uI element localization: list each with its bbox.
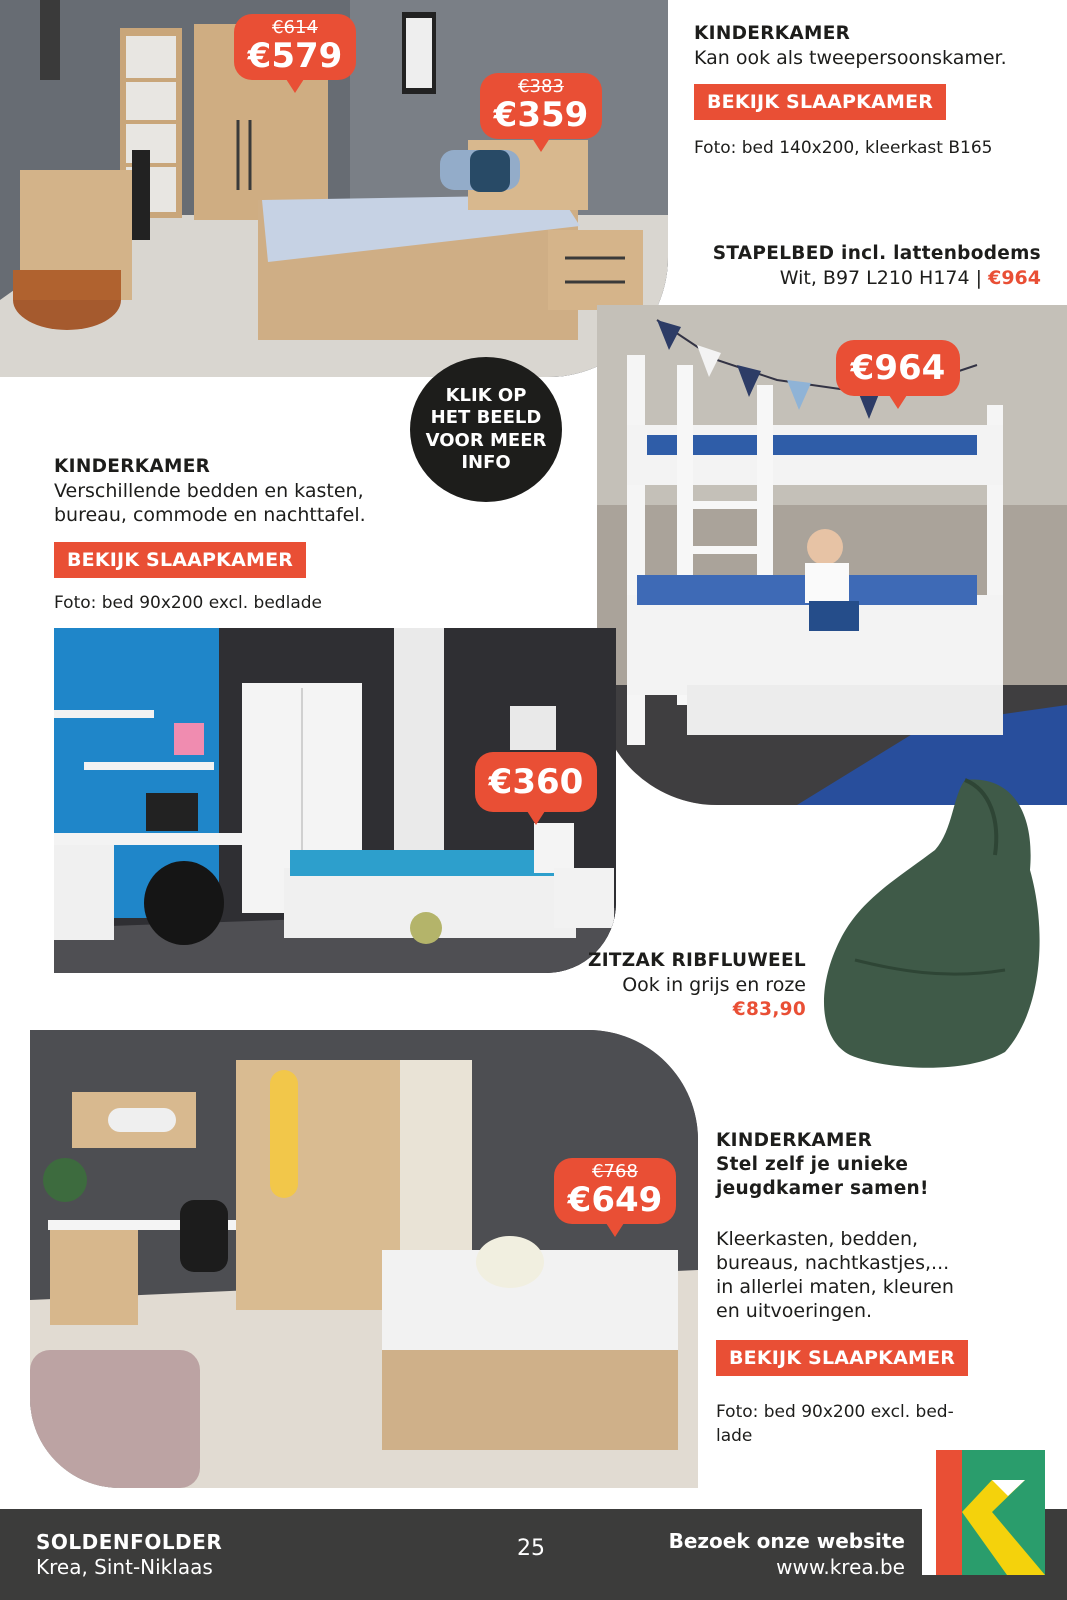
bunkbed-specs: Wit, B97 L210 H174 [779, 267, 970, 289]
beanbag-subtitle: Ook in grijs en roze [622, 974, 806, 996]
beanbag-photo[interactable] [815, 770, 1047, 1075]
bunkbed-title: STAPELBED incl. lattenbodems [712, 243, 1041, 264]
bedroom-3-illustration [30, 1030, 698, 1488]
tag-pointer [286, 79, 304, 93]
section3-price-tag [554, 1158, 676, 1224]
badge-line-3: VOOR MEER [425, 429, 547, 451]
section2-line-1: Verschillende bedden en kasten, [54, 480, 364, 502]
tag-pointer [606, 1223, 624, 1237]
bunkbed-photo[interactable] [597, 305, 1067, 805]
section3-body-1: Kleerkasten, bedden, [716, 1228, 919, 1250]
section3-heading: KINDERKAMER [716, 1130, 873, 1151]
section3-cta-button[interactable]: BEKIJK SLAAPKAMER [716, 1340, 968, 1376]
section3-body-2: bureaus, nachtkastjes,... [716, 1252, 950, 1274]
section3-sub-2: jeugdkamer samen! [716, 1178, 929, 1199]
badge-line-2: HET BEELD [430, 407, 542, 428]
section2-heading: KINDERKAMER [54, 456, 211, 477]
section2-caption: Foto: bed 90x200 excl. bedlade [54, 593, 322, 613]
section2-cta-button[interactable]: BEKIJK SLAAPKAMER [54, 542, 306, 578]
badge-line-4: INFO [461, 452, 511, 473]
section2-price-tag [475, 752, 597, 812]
bunkbed-specs-line [780, 266, 1041, 290]
section3-caption-1: Foto: bed 90x200 excl. bed- [716, 1402, 954, 1422]
bunkbed-divider: | [975, 267, 983, 289]
bed-new-price: €359 [493, 95, 589, 135]
tag-pointer [532, 138, 550, 152]
section3-caption-2: lade [716, 1426, 753, 1446]
section3-new-price: €649 [567, 1180, 663, 1220]
wardrobe-old-price: €614 [272, 17, 318, 38]
section1-heading: KINDERKAMER [694, 23, 851, 44]
bunkbed-illustration [597, 305, 1067, 805]
bunkbed-price-tag [836, 340, 960, 396]
tag-pointer [889, 395, 907, 409]
section3-body-3: in allerlei maten, kleuren [716, 1276, 954, 1298]
footer-url-link[interactable]: www.krea.be [776, 1555, 905, 1579]
wardrobe-new-price: €579 [247, 36, 343, 76]
beanbag-illustration [815, 770, 1047, 1075]
click-for-info-badge[interactable] [410, 357, 562, 502]
wardrobe-price-tag [234, 14, 356, 80]
bed-price-tag [480, 73, 602, 139]
tag-pointer [527, 811, 545, 825]
krea-logo-mark [922, 1450, 1045, 1575]
section3-body-4: en uitvoeringen. [716, 1300, 873, 1322]
footer-visit-text: Bezoek onze website [668, 1529, 905, 1553]
section2-line-2: bureau, commode en nachttafel. [54, 504, 366, 526]
krea-logo-icon[interactable] [922, 1450, 1045, 1575]
beanbag-title: ZITZAK RIBFLUWEEL [587, 950, 806, 971]
section1-text: Kan ook als tweepersoonskamer. [694, 47, 1007, 69]
section3-sub-1: Stel zelf je unieke [716, 1154, 909, 1175]
footer-title: SOLDENFOLDER [36, 1530, 223, 1554]
page-number: 25 [517, 1536, 545, 1561]
beanbag-price: €83,90 [732, 999, 806, 1020]
badge-line-1: KLIK OP [445, 384, 527, 406]
section1-caption: Foto: bed 140x200, kleerkast B165 [694, 138, 993, 158]
section2-tag-price: €360 [488, 762, 584, 802]
bunkbed-price: €964 [988, 267, 1041, 289]
footer-subtitle: Krea, Sint-Niklaas [36, 1555, 213, 1579]
bunkbed-tag-price: €964 [850, 348, 946, 388]
section3-old-price: €768 [592, 1161, 638, 1182]
section1-cta-button[interactable]: BEKIJK SLAAPKAMER [694, 84, 946, 120]
bedroom-photo-3[interactable] [30, 1030, 698, 1488]
bed-old-price: €383 [518, 76, 564, 97]
